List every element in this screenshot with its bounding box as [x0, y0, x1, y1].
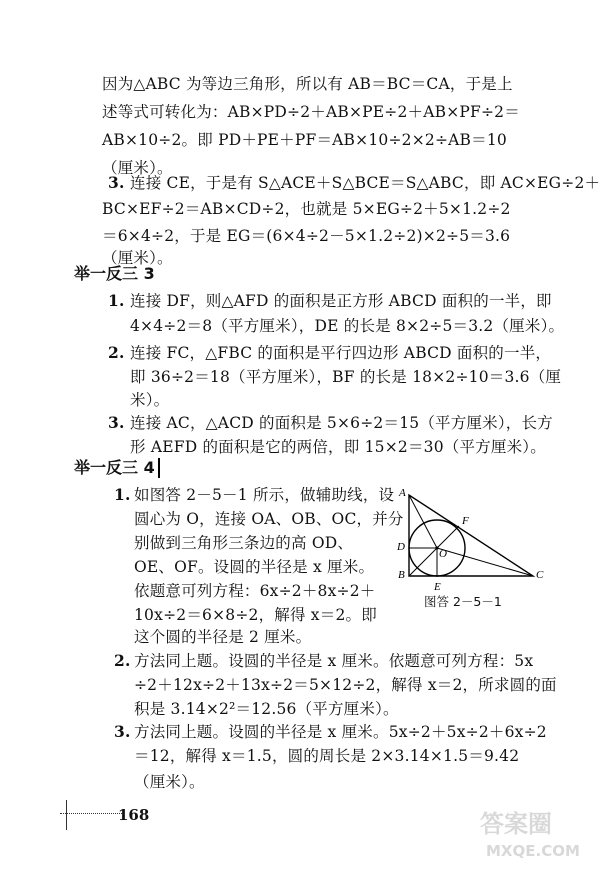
s3-item1-line-1: 连接 DF，则△AFD 的面积是正方形 ABCD 面积的一半，即 — [130, 292, 552, 310]
cont-line-2: 述等式可转化为：AB×PD÷2＋AB×PE÷2＋AB×PF÷2＝ — [102, 103, 520, 121]
item3-number: 3. — [108, 173, 125, 192]
label-B: B — [398, 569, 405, 581]
s4-item1-line-7: 这个圆的半径是 2 厘米。 — [134, 628, 312, 646]
item3-line-1: 连接 CE，于是有 S△ACE＋S△BCE＝S△ABC，即 AC×EG÷2＋ — [130, 174, 600, 192]
s4-item3-line-2: ＝12，解得 x＝1.5，圆的周长是 2×3.14×1.5＝9.42 — [134, 747, 520, 765]
footer-tick-mark — [66, 800, 67, 830]
footer-dotted-rule — [60, 813, 122, 814]
s4-item3-number: 3. — [114, 722, 131, 741]
label-E: E — [434, 581, 441, 593]
s3-item2-line-1: 连接 FC，△FBC 的面积是平行四边形 ABCD 面积的一半， — [130, 344, 552, 362]
s4-item1-line-5: 依题意可列方程：6x÷2＋8x÷2＋ — [134, 582, 376, 600]
figure-caption: 图答 2－5－1 — [424, 594, 502, 609]
section-heading-3: 举一反三 3 — [74, 264, 155, 283]
label-D: D — [397, 541, 405, 553]
s4-item2-line-2: ÷2＋12x÷2＋13x÷2＝5×12÷2，解得 x＝2，所求圆的面 — [134, 676, 557, 694]
site-watermark-logo — [478, 802, 588, 862]
s4-item1-line-4: OE、OF。设圆的半径是 x 厘米。 — [134, 558, 375, 576]
item3-line-4: （厘米）。 — [102, 249, 173, 267]
s3-item2-number: 2. — [108, 343, 125, 362]
s4-item1-line-3: 别做到三角形三条边的高 OD、 — [134, 534, 354, 552]
label-C: C — [536, 569, 544, 581]
s4-item1-number: 1. — [114, 485, 131, 504]
section-heading-4: 举一反三 4 — [74, 458, 160, 478]
svg-text:答案圈: 答案圈 — [480, 810, 552, 838]
s3-item3-line-2: 形 AEFD 的面积是它的两倍，即 15×2＝30（平方厘米）。 — [130, 438, 546, 456]
s4-item1-line-1: 如图答 2－5－1 所示，做辅助线，设 — [134, 486, 395, 504]
s4-item2-line-3: 积是 3.14×2²＝12.56（平方厘米）。 — [134, 700, 399, 718]
s4-item3-line-1: 方法同上题。设圆的半径是 x 厘米。5x÷2＋5x÷2＋6x÷2 — [134, 723, 547, 741]
cont-line-4: （厘米）。 — [102, 159, 173, 177]
s3-item2-line-3: 米）。 — [130, 391, 170, 409]
s3-item2-line-2: 即 36÷2＝18（平方厘米），BF 的长是 18×2÷10＝3.6（厘 — [130, 368, 562, 386]
page-number: 168 — [118, 806, 150, 824]
s4-item2-number: 2. — [114, 651, 131, 670]
label-O: O — [439, 548, 447, 560]
s3-item1-line-2: 4×4÷2＝8（平方厘米），DE 的长是 8×2÷5＝3.2（厘米）。 — [130, 317, 565, 335]
s3-item3-line-1: 连接 AC，△ACD 的面积是 5×6÷2＝15（平方厘米），长方 — [130, 414, 553, 432]
s4-item1-line-2: 圆心为 O，连接 OA、OB、OC，并分 — [134, 510, 404, 528]
item3-line-2: BC×EF÷2＝AB×CD÷2，也就是 5×EG÷2＋5×1.2÷2 — [102, 200, 511, 218]
s3-item1-number: 1. — [108, 291, 125, 310]
s4-item2-line-1: 方法同上题。设圆的半径是 x 厘米。依题意可列方程：5x — [134, 652, 534, 670]
cont-line-3: AB×10÷2。即 PD＋PE＋PF＝AB×10÷2×2÷AB＝10 — [102, 131, 507, 149]
label-A: A — [399, 487, 406, 499]
s3-item3-number: 3. — [108, 413, 125, 432]
cont-line-1: 因为△ABC 为等边三角形，所以有 AB＝BC＝CA，于是上 — [102, 75, 513, 93]
s4-item1-line-6: 10x÷2＝6×8÷2，解得 x＝2。即 — [134, 606, 377, 624]
s4-item3-line-3: （厘米）。 — [134, 773, 205, 791]
item3-line-3: ＝6×4÷2，于是 EG＝(6×4÷2－5×1.2÷2)×2÷5＝3.6 — [102, 227, 511, 245]
label-F: F — [462, 515, 469, 527]
svg-text:MXQE.COM: MXQE.COM — [486, 842, 580, 860]
